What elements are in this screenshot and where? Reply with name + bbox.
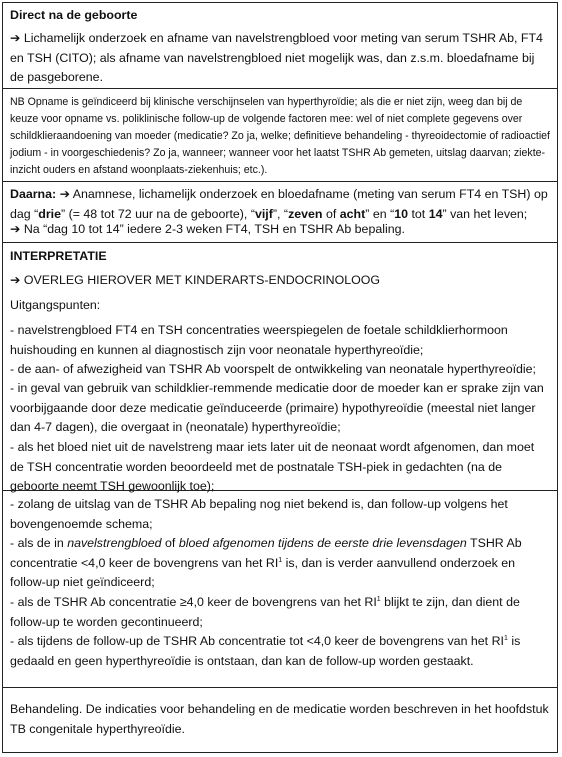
direct-instruction: ➔ Lichamelijk onderzoek en afname van navelstrengbloed voor meting van serum TSHR Ab, FT4 en TSH (CITO); als afname van navelstrengbloed niet mogelijk was, dan z.s.m. bloedafname bij de pasgeborene. (10, 31, 543, 85)
protocol-document (2, 2, 558, 753)
follow-up-rule-1: - zolang de uitslag van de TSHR Ab bepaling nog niet bekend is, dan follow-up volgens het bovengenoemde schema; (10, 497, 508, 531)
uitgangspunten-label: Uitgangspunten: (10, 298, 101, 312)
arrow-right-icon: ➔ (59, 187, 70, 201)
arrow-right-icon: ➔ (10, 222, 21, 236)
behandeling-paragraph: Behandeling. De indicaties voor behandeling en de medicatie worden beschreven in het hoofdstuk TB congenitale hyperthyreoïdie. (10, 702, 549, 736)
section-behandeling (3, 688, 557, 752)
section-nb-opname (3, 89, 557, 182)
section-direct-na-geboorte (3, 3, 557, 89)
arrow-right-icon: ➔ (10, 31, 21, 45)
arrow-right-icon: ➔ (10, 273, 21, 287)
follow-up-rule-2: - als de in navelstrengbloed of bloed afgenomen tijdens de eerste drie levensdagen TSHR Ab concentratie <4,0 keer de bovengrens van het $RI^1$ is, dan is verder aanvullend onderzoek en follow-up niet geïndiceerd; (10, 536, 522, 590)
section-title-direct: Direct na de geboorte (10, 8, 138, 22)
section-interpretatie (3, 243, 557, 494)
uitgangspunt-1: - navelstrengbloed FT4 en TSH concentraties weerspiegelen de foetale schildklierhormoon huishouding en kunnen al diagnostisch zijn voor neonatale hyperthyreoïdie; (10, 323, 508, 357)
nb-opname-note: NB Opname is geïndiceerd bij klinische verschijnselen van hyperthyroïdie; als die er niet zijn, weeg dan bij de keuze voor opname vs. poliklinische follow-up de volgende factoren mee: wel of niet complete gegevens over schildklieraandoening van moeder (medicatie? Zo ja, welke; definitieve behandeling - thyreoidectomie of radioactief jodium - in voorgeschiedenis? Zo ja, wanneer; wanneer voor het laatst TSHR Ab gemeten, uitslag daarvan; ziekte-inzicht ouders en afstand woonplaats-ziekenhuis; etc.). (10, 96, 551, 176)
follow-up-rule-3: - als de TSHR Ab concentratie ≥4,0 keer de bovengrens van het $RI^1$ blijkt te zijn, dan dient de follow-up te worden gecontinueerd; (10, 595, 520, 629)
section-follow-up-rules (3, 491, 557, 688)
uitgangspunt-3: - in geval van gebruik van schildklier-remmende medicatie door de moeder kan er sprake zijn van voorbijgaande door deze medicatie geïnduceerde (primaire) hypothyreoïdie (meestal niet langer dan 4-7 dagen), die overgaat in (neonatale) hyperthyreoïdie; (10, 381, 544, 435)
section-daarna (3, 182, 557, 243)
section-title-interpretatie: INTERPRETATIE (10, 249, 107, 263)
follow-up-schedule: ➔ Na “dag 10 tot 14” iedere 2-3 weken FT4, TSH en TSHR Ab bepaling. (10, 222, 405, 236)
daarna-paragraph: Daarna: ➔ Anamnese, lichamelijk onderzoek en bloedafname (meting van serum FT4 en TSH) op dag “drie” (= 48 tot 72 uur na de geboorte), “vijf”, “zeven of acht” en “10 tot 14” van het leven; (10, 187, 548, 221)
uitgangspunt-2: - de aan- of afwezigheid van TSHR Ab voorspelt de ontwikkeling van neonatale hyperthyreoïdie; (10, 362, 537, 376)
overleg-line: ➔ OVERLEG HIEROVER MET KINDERARTS-ENDOCRINOLOOG (10, 273, 381, 287)
follow-up-rule-4: - als tijdens de follow-up de TSHR Ab concentratie tot <4,0 keer de bovengrens van het $RI^1$ is gedaald en geen hyperthyreoïdie is ontstaan, dan kan de follow-up worden gestaakt. (10, 634, 521, 668)
uitgangspunt-4: - als het bloed niet uit de navelstreng maar iets later uit de neonaat wordt afgenomen, dan moet de TSH concentratie worden beoordeeld met de postnatale TSH-piek in gedachten (na de geboorte neemt TSH gewoonlijk toe); (10, 440, 535, 494)
